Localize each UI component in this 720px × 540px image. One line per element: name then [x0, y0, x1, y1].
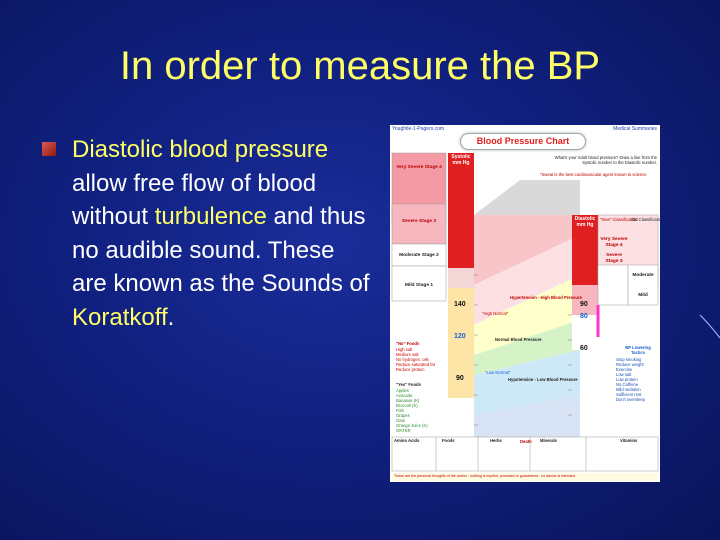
systolic-120: 120: [454, 333, 466, 340]
yesFoods-item: Fish: [396, 408, 404, 413]
bullet-text-part: Diastolic blood pressure: [72, 136, 329, 163]
decorative-swoosh: [700, 300, 720, 340]
band-hypotension: Hypotension - Low Blood Pressure: [508, 377, 578, 382]
blood-pressure-chart-image: [390, 125, 664, 482]
noFoods-item: No hydrogen. oils: [396, 357, 429, 362]
noFoods-item: Medium salt: [396, 352, 419, 357]
band-normal: Normal Blood Pressure: [495, 337, 542, 342]
old-classification: Old Classification: [631, 217, 664, 222]
chart-header-left: Youghtle-1-Pagers.com: [392, 126, 445, 132]
chart-header-right: Medical Summaries: [613, 126, 657, 132]
noFoods-item: High salt: [396, 347, 413, 352]
yesFoods-item: Apples: [396, 388, 409, 393]
bottom-header-foods: Foods: [442, 438, 455, 443]
tactics-list: [616, 357, 645, 402]
noFoods-item: Reduce saturated fat: [396, 362, 435, 367]
yesFoods-item: Grapes: [396, 413, 410, 418]
chart-question: What's your Adult blood pressure? Draw a line from the Systolic number to the Diastolic number.: [554, 155, 657, 165]
bottom-header-vitamins: Vitamins: [620, 438, 638, 443]
yesFoods-item: Bananas (K): [396, 398, 420, 403]
band-death: Death: [520, 439, 532, 444]
tactics-item: Don't oversleep: [616, 397, 645, 402]
chart-graphics: [390, 125, 660, 482]
new-classification: "New" Classification: [600, 217, 638, 222]
diastolic-90: 90: [580, 301, 588, 308]
no-foods-title: "No" Foods: [396, 341, 420, 346]
band-high-normal: "High Normal": [482, 311, 509, 316]
tactics-item: Mild sedation: [616, 387, 641, 392]
tactics-item: Stop smoking: [616, 357, 642, 362]
bullet-text-part: and thus no audible sound. These are known as the Sounds of: [72, 203, 370, 297]
tactics-item: Sufficient rest: [616, 392, 642, 397]
bullet-icon: [42, 142, 56, 156]
stage-2: Moderate Stage 2: [399, 253, 439, 258]
diastolic-60: 60: [580, 345, 588, 352]
systolic-90: 90: [456, 375, 464, 382]
bullet-text-part: .: [167, 303, 175, 331]
tactics-title: BP Lowering Tactics: [625, 345, 651, 355]
right-stage-3: Severe Stage 3: [605, 253, 623, 264]
systolic-label: Systolic mm Hg: [451, 154, 471, 166]
tactics-item: Reduce weight: [616, 362, 644, 367]
tactics-item: Low salt: [616, 372, 632, 377]
yesFoods-item: Orange Juice (K): [396, 423, 428, 428]
bullet-text-part: allow free flow of blood without: [72, 169, 317, 230]
slide-title: In order to measure the BP: [119, 44, 601, 88]
diastolic-80: 80: [580, 313, 588, 320]
band-hypertension: Hypertension - High Blood Pressure: [510, 295, 582, 300]
bottom-header-herbs: Herbs: [490, 438, 502, 443]
yesFoods-item: Oats: [396, 418, 405, 423]
yesFoods-item: Avocado: [396, 393, 413, 398]
yes-foods-list: [396, 388, 428, 433]
tactics-item: Exercise: [616, 367, 633, 372]
chart-title: Blood Pressure Chart: [476, 136, 570, 146]
right-stage-moderate: Moderate: [632, 273, 654, 278]
tactics-item: Low protein: [616, 377, 638, 382]
noFoods-item: Reduce protein: [396, 367, 425, 372]
bullet-text-part: Koratkoff: [72, 303, 168, 331]
chart-sweat-note: *Sweat is the best cardiovascular agent known to science: [540, 172, 647, 177]
systolic-140: 140: [454, 301, 466, 308]
stage-4: Very Severe Stage 4: [396, 165, 442, 170]
bottom-header-amino: Amino Acids: [394, 438, 420, 443]
yesFoods-item: Broccoli (K): [396, 403, 418, 408]
right-stage-4: Very Severe Stage 4: [600, 237, 628, 248]
diastolic-label: Diastolic mm Hg: [574, 216, 596, 228]
tactics-item: No Caffeine: [616, 382, 639, 387]
right-stage-mild: Mild: [638, 293, 648, 298]
stage-3: Severe Stage 3: [401, 219, 437, 224]
yes-foods-title: "Yes" Foods: [396, 382, 421, 387]
stage-1: Mild Stage 1: [405, 283, 433, 288]
bullet-text-part: turbulence: [154, 203, 267, 230]
chart-footer: These are the personal thoughts of the author - nothing is implied, promised or guaranteed - no advice is intended.: [394, 474, 576, 478]
bullet-text: [72, 133, 372, 334]
band-low-normal: "Low Normal": [485, 370, 511, 375]
bottom-header-minerals: Minerals: [540, 438, 557, 443]
no-foods-list: [396, 347, 435, 372]
yesFoods-item: WATER: [396, 428, 411, 433]
